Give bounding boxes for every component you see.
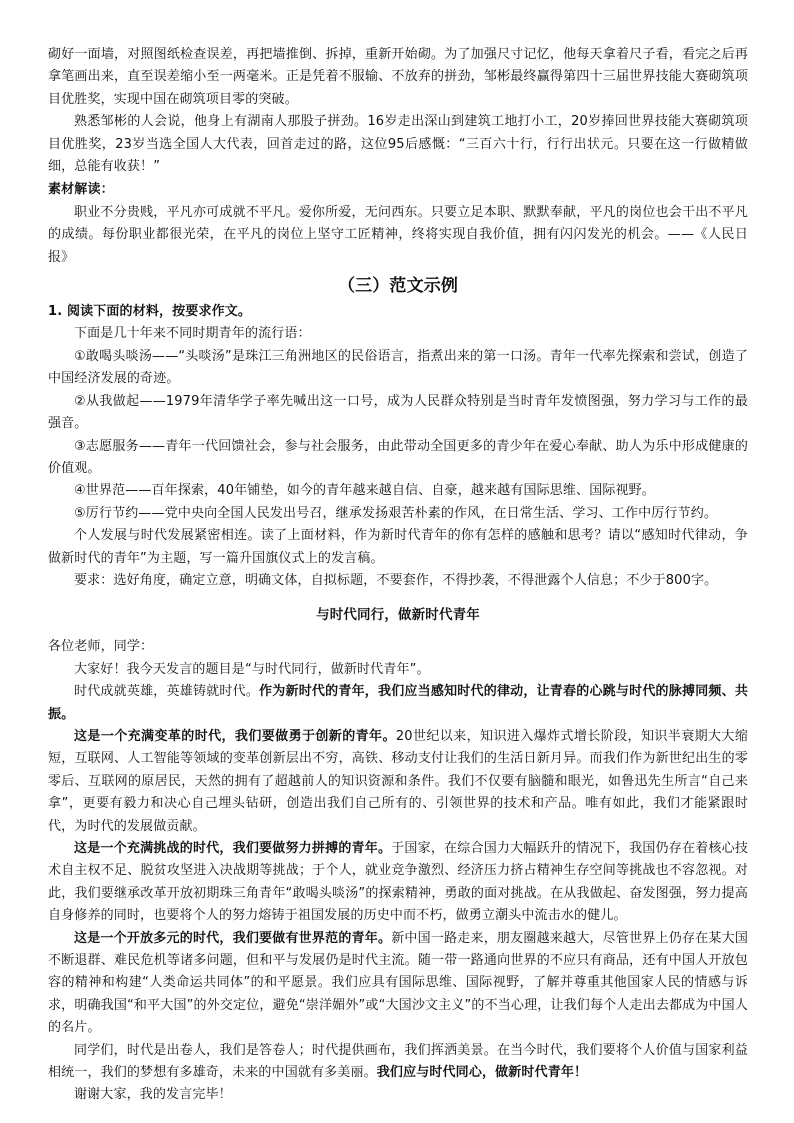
material-interpretation-label: 素材解读： [48,182,114,198]
essay-p3-text: 于国家，在综合国力大幅跃升的情况下，我国仍存在着核心技术自主权不足、脱贫攻坚进入决战期等挑战；于个人，就业竞争激烈、经济压力挤占精神生存空间等挑战也不容忽视。对此，我们要继承改革开放初期珠三角青年“敢喝头啖汤”的探索精神，勇敢的面对挑战。在从我做起、奋发图强，努力提高自身修养的同时，也要将个人的努力熔铸于祖国发展的历史中而不朽，做勇立潮头中流击水的健儿。 [48,841,748,924]
question-intro: 下面是几十年来不同时期青年的流行语： [74,326,311,342]
slogan-item-3: ③志愿服务——青年一代回馈社会，参与社会服务，由此带动全国更多的青少年在爱心奉献、助人为乐中形成健康的价值观。 [48,438,748,476]
essay-p2-topic: 这是一个充满变革的时代，我们要做勇于创新的青年。 [74,728,396,744]
question-heading: 1. 阅读下面的材料，按要求作文。 [48,304,252,320]
essay-salutation: 各位老师，同学： [48,639,154,655]
essay-p2-text: 20世纪以来，知识进入爆炸式增长阶段，知识半衰期大大缩短，互联网、人工智能等领域的变革创新层出不穷，高铁、移动支付让我们的生活日新月异。而我们作为新世纪出生的零零后、互联网的原居民，天然的拥有了超越前人的知识资源和条件。我们不仅要有脑髓和眼光，如鲁迅先生所言“自己来拿”，更要有毅力和决心自己埋头钻研，创造出我们自己所有的、引领世界的技术和产品。唯有如此，我们才能紧跟时代，为时代的发展做贡献。 [48,728,748,834]
slogan-item-1: ①敢喝头啖汤——“头啖汤”是珠江三角洲地区的民俗语言，指煮出来的第一口汤。青年一代率先探索和尝试，创造了中国经济发展的奇迹。 [48,348,748,387]
essay-title: 与时代同行，做新时代青年 [316,607,480,624]
essay-p4-topic: 这是一个开放多元的时代，我们要做有世界范的青年。 [74,930,392,946]
essay-p5-text: 同学们，时代是出卷人，我们是答卷人；时代提供画布，我们挥洒美景。在当今时代，我们要将个人价值与国家利益相统一，我们的梦想有多雄奇，未来的中国就有多美丽。 [48,1042,748,1081]
material-paragraph-2: 熟悉邹彬的人会说，他身上有湖南人那股子拼劲。16岁走出深山到建筑工地打小工，20岁捧回世界技能大赛砌筑项目优胜奖，23岁当选全国人大代表，回首走过的路，这位95后感慨：“三百六十行，行行出状元。只要在这一行做精做细，总能有收获！” [48,114,748,175]
material-interpretation-text: 职业不分贵贱，平凡亦可成就不平凡。爱你所爱，无问西东。只要立足本职、默默奉献，平凡的岗位也会干出不平凡的成绩。每份职业都很光荣，在平凡的岗位上坚守工匠精神，终将实现自我价值，拥有闪闪发光的机会。——《人民日报》 [48,204,748,265]
essay-p5-conclusion: 我们应与时代同心，做新时代青年！ [376,1065,588,1081]
essay-paragraph-5 [48,1040,748,1085]
slogan-item-5: ⑤厉行节约——党中央向全国人民发出号召，继承发扬艰苦朴素的作风，在日常生活、学习、工作中厉行节约。 [74,505,718,521]
question-prompt: 个人发展与时代发展紧密相连。读了上面材料，作为新时代青年的你有怎样的感触和思考？请以“感知时代律动，争做新时代的青年”为主题，写一篇升国旗仪式上的发言稿。 [48,528,748,566]
essay-paragraph-4 [48,928,748,1040]
essay-p1-thesis: 作为新时代的青年，我们应当感知时代的律动，让青春的心跳与时代的脉搏同频、共振。 [48,684,748,722]
essay-p4-text: 新中国一路走来，朋友圈越来越大，尽管世界上仍存在某大国不断退群、难民危机等诸多问题，但和平与发展仍是时代主流。随一带一路通向世界的不应只有商品，还有中国人开放包容的精神和构建“人类命运共同体”的和平愿景。我们应具有国际思维、国际视野，了解并尊重其他国家人民的情感与诉求，明确我国“和平大国”的外交定位，避免“崇洋媚外”或“大国沙文主义”的不当心理，让我们每个人走出去都成为中国人的名片。 [48,930,748,1036]
essay-p3-topic: 这是一个充满挑战的时代，我们要做努力拼搏的青年。 [74,841,392,856]
essay-paragraph-2 [48,726,748,838]
essay-paragraph-3 [48,838,748,928]
essay-opening: 大家好！我今天发言的题目是“与时代同行，做新时代青年”。 [74,661,430,677]
slogan-item-2: ②从我做起——1979年清华学子率先喊出这一口号，成为人民群众特别是当时青年发愤图强，努力学习与工作的最强音。 [48,393,748,432]
material-paragraph-1: 砌好一面墙，对照图纸检查误差，再把墙推倒、拆掉，重新开始砌。为了加强尺寸记忆，他每天拿着尺子看，看完之后再拿笔画出来，直至误差缩小至一两毫米。正是凭着不服输、不放弃的拼劲，邹彬最终赢得第四十三届世界技能大赛砌筑项目优胜奖，实现中国在砌筑项目零的突破。 [48,47,748,107]
section-title: （三）范文示例 [337,276,459,297]
slogan-item-4: ④世界范——百年探索，40年铺垫，如今的青年越来越自信、自豪，越来越有国际思维、国际视野。 [74,483,655,499]
essay-p1-text: 时代成就英雄，英雄铸就时代。 [74,684,260,700]
document-page [48,44,748,1107]
essay-paragraph-1 [48,681,748,726]
essay-closing: 谢谢大家，我的发言完毕！ [74,1087,232,1103]
question-requirements: 要求：选好角度，确定立意，明确文体，自拟标题，不要套作，不得抄袭，不得泄露个人信息；不少于800字。 [74,572,718,588]
